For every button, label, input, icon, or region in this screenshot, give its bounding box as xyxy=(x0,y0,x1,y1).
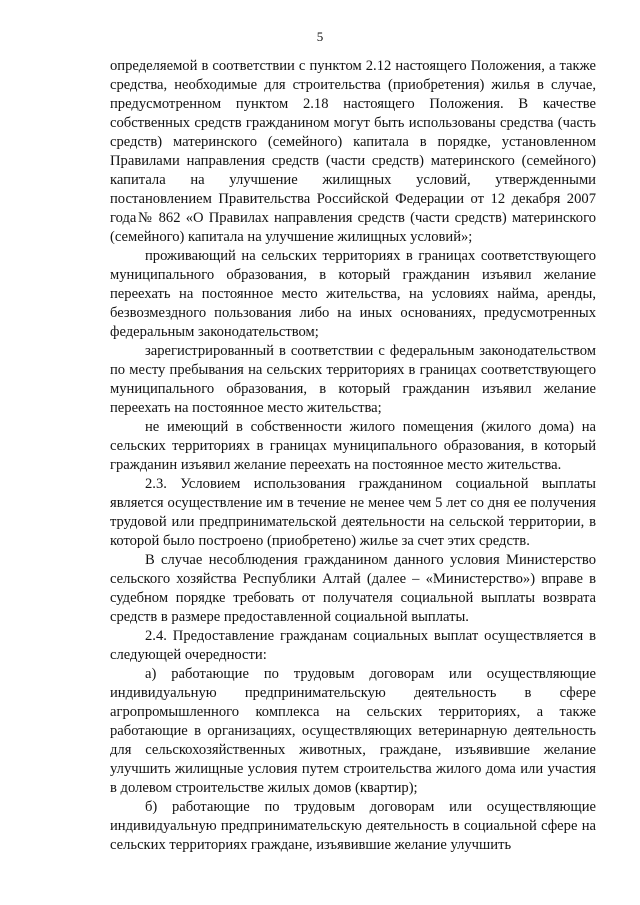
paragraph-clause-2-4: 2.4. Предоставление гражданам социальных выплат осуществляется в следующей очередности: xyxy=(110,628,596,663)
paragraph-registered: зарегистрированный в соответствии с федеральным законодательством по месту пребывания на сельских территориях в границах соответствующего муниципального образования, в который гражданин изъявил желание переехать на постоянное место жительства; xyxy=(110,343,596,416)
document-body xyxy=(110,57,596,855)
paragraph-item-a: а) работающие по трудовым договорам или осуществляющие индивидуальную предпринимательскую деятельность в сфере агропромышленного комплекса на сельских территориях, а также работающие в организациях, осуществляющих ветеринарную деятельность для сельскохозяйственных животных, граждане, изъявившие желание улучшить жилищные условия путем строительства жилого дома или участия в долевом строительстве жилых домов (квартир); xyxy=(110,666,596,796)
paragraph-residing: проживающий на сельских территориях в границах соответствующего муниципального образования, в который гражданин изъявил желание переехать на постоянное место жительства, на условиях найма, аренды, безвозмездного пользования либо на иных основаниях, предусмотренных федеральным законодательством; xyxy=(110,248,596,340)
page-number: 5 xyxy=(316,29,324,44)
paragraph-clause-2-3: 2.3. Условием использования гражданином социальной выплаты является осуществление им в течение не менее чем 5 лет со дня ее получения трудовой или предпринимательской деятельности на сельской территории, в которой было построено (приобретено) жилье за счет этих средств. xyxy=(110,476,596,549)
paragraph-no-property: не имеющий в собственности жилого помещения (жилого дома) на сельских территориях в границах муниципального образования, в который гражданин изъявил желание переехать на постоянное место жительства. xyxy=(110,419,596,473)
paragraph-item-b: б) работающие по трудовым договорам или осуществляющие индивидуальную предпринимательскую деятельность в социальной сфере на сельских территориях граждане, изъявившие желание улучшить xyxy=(110,799,596,853)
paragraph-non-compliance: В случае несоблюдения гражданином данного условия Министерство сельского хозяйства Республики Алтай (далее – «Министерство») вправе в судебном порядке требовать от получателя социальной выплаты возврата средств в размере предоставленной социальной выплаты. xyxy=(110,552,596,625)
paragraph-own-funds: определяемой в соответствии с пунктом 2.12 настоящего Положения, а также средства, необходимые для строительства (приобретения) жилья в случае, предусмотренном пунктом 2.18 настоящего Положения. В качестве собственных средств гражданином могут быть использованы средства (часть средств) материнского (семейного) капитала в порядке, установленном Правилами направления средств (части средств) материнского (семейного) капитала на улучшение жилищных условий, утвержденными постановлением Правительства Российской Федерации от 12 декабря 2007 года№ 862 «О Правилах направления средств (части средств) материнского (семейного) капитала на улучшение жилищных условий»; xyxy=(110,58,596,245)
